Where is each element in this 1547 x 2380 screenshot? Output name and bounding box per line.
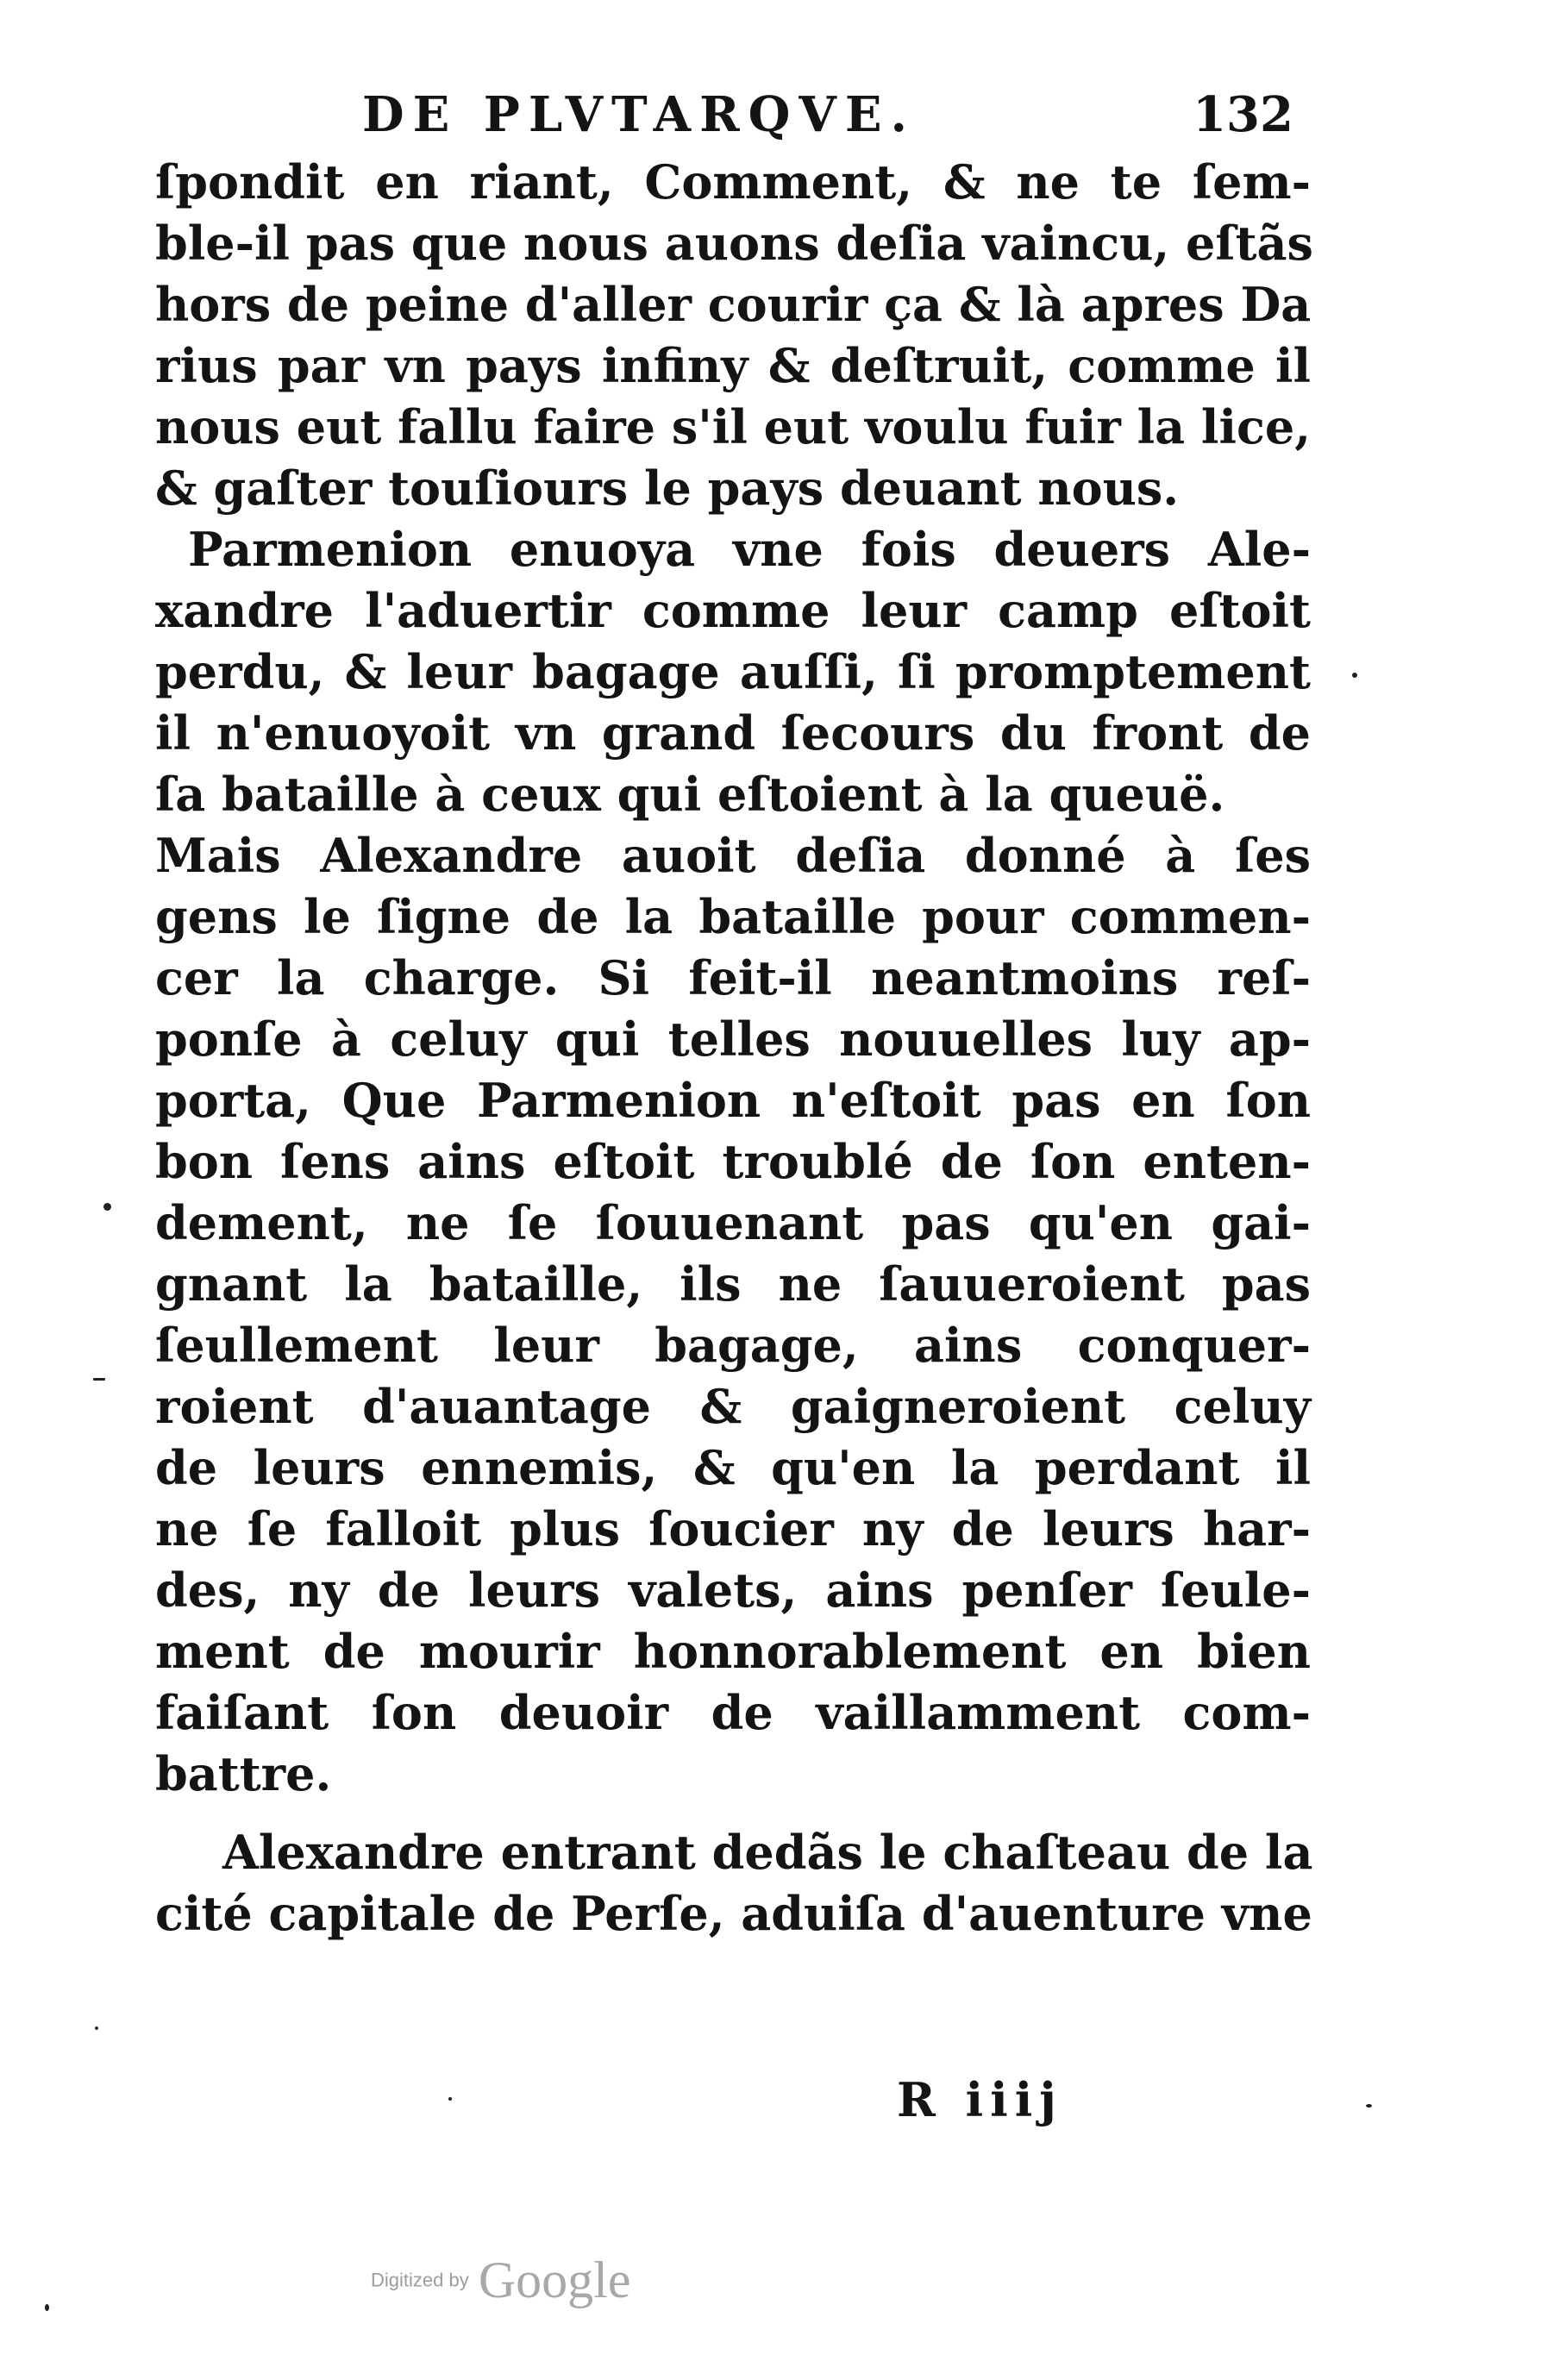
text-line: xandre l'aduertir comme leur camp eſtoit xyxy=(155,583,1311,638)
scan-speck xyxy=(93,1378,105,1381)
digitization-watermark xyxy=(371,2251,630,2310)
text-line: faiſant ſon deuoir de vaillamment com- xyxy=(155,1685,1311,1740)
page-number: 132 xyxy=(1193,86,1293,143)
running-title: DE PLVTARQVE. xyxy=(362,86,917,143)
signature-mark: R iiij xyxy=(897,2072,1063,2127)
page-header xyxy=(155,76,1293,153)
text-line: battre. xyxy=(155,1746,332,1801)
text-line: porta, Que Parmenion n'eſtoit pas en ſon xyxy=(155,1073,1311,1128)
text-line: bon ſens ains eſtoit troublé de ſon enten- xyxy=(155,1134,1311,1189)
scan-speck xyxy=(103,1203,111,1211)
text-line: ponſe à celuy qui telles nouuelles luy ap- xyxy=(155,1012,1311,1067)
text-line: gnant la bataille, ils ne ſauueroient pas xyxy=(155,1256,1311,1312)
text-line: ſpondit en riant, Comment, & ne te ſem- xyxy=(155,154,1311,210)
text-line: & gaſter touſiours le pays deuant nous. xyxy=(155,460,1180,516)
text-line: ble-il pas que nous auons deſia vaincu, eſtãs xyxy=(155,216,1313,271)
text-line: nous eut fallu faire s'il eut voulu fuir la lice, xyxy=(155,399,1311,454)
text-line: cité capitale de Perſe, aduiſa d'auenture vne xyxy=(155,1886,1312,1941)
scan-speck xyxy=(448,2097,452,2101)
text-line: cer la charge. Si feit-il neantmoins reſ- xyxy=(155,950,1311,1005)
text-line: gens le ſigne de la bataille pour commen- xyxy=(155,889,1311,944)
text-line: Mais Alexandre auoit deſia donné à ſes xyxy=(155,828,1311,883)
text-line: de leurs ennemis, & qu'en la perdant il xyxy=(155,1440,1311,1495)
scan-speck xyxy=(45,2304,49,2311)
scan-speck xyxy=(95,2026,98,2030)
text-line: ſa bataille à ceux qui eſtoient à la queuë. xyxy=(155,767,1225,822)
watermark-prefix: Digitized by xyxy=(371,2269,469,2291)
text-line: hors de peine d'aller courir ça & là apres Da xyxy=(155,277,1312,332)
scan-speck xyxy=(1352,673,1357,678)
text-line: ment de mourir honnorablement en bien xyxy=(155,1624,1311,1679)
paragraph-gap xyxy=(155,1805,1311,1822)
text-line: roient d'auantage & gaigneroient celuy xyxy=(155,1379,1311,1434)
text-line: Parmenion enuoya vne fois deuers Ale- xyxy=(188,522,1311,577)
body-text xyxy=(155,152,1311,1945)
text-line: perdu, & leur bagage auſſi, ſi promptement xyxy=(155,644,1311,699)
text-line: il n'enuoyoit vn grand ſecours du front de xyxy=(155,705,1311,761)
text-line: rius par vn pays infiny & deſtruit, comme il xyxy=(155,338,1311,393)
text-line: ne ſe falloit plus ſoucier ny de leurs har- xyxy=(155,1501,1311,1556)
text-line: des, ny de leurs valets, ains penſer ſeule- xyxy=(155,1563,1311,1618)
google-logo: Google xyxy=(478,2252,631,2308)
text-line: ſeullement leur bagage, ains conquer- xyxy=(155,1318,1311,1373)
scan-speck xyxy=(1366,2104,1372,2108)
text-line: dement, ne ſe ſouuenant pas qu'en gai- xyxy=(155,1195,1311,1250)
text-line: Alexandre entrant dedãs le chaſteau de la xyxy=(222,1825,1313,1880)
